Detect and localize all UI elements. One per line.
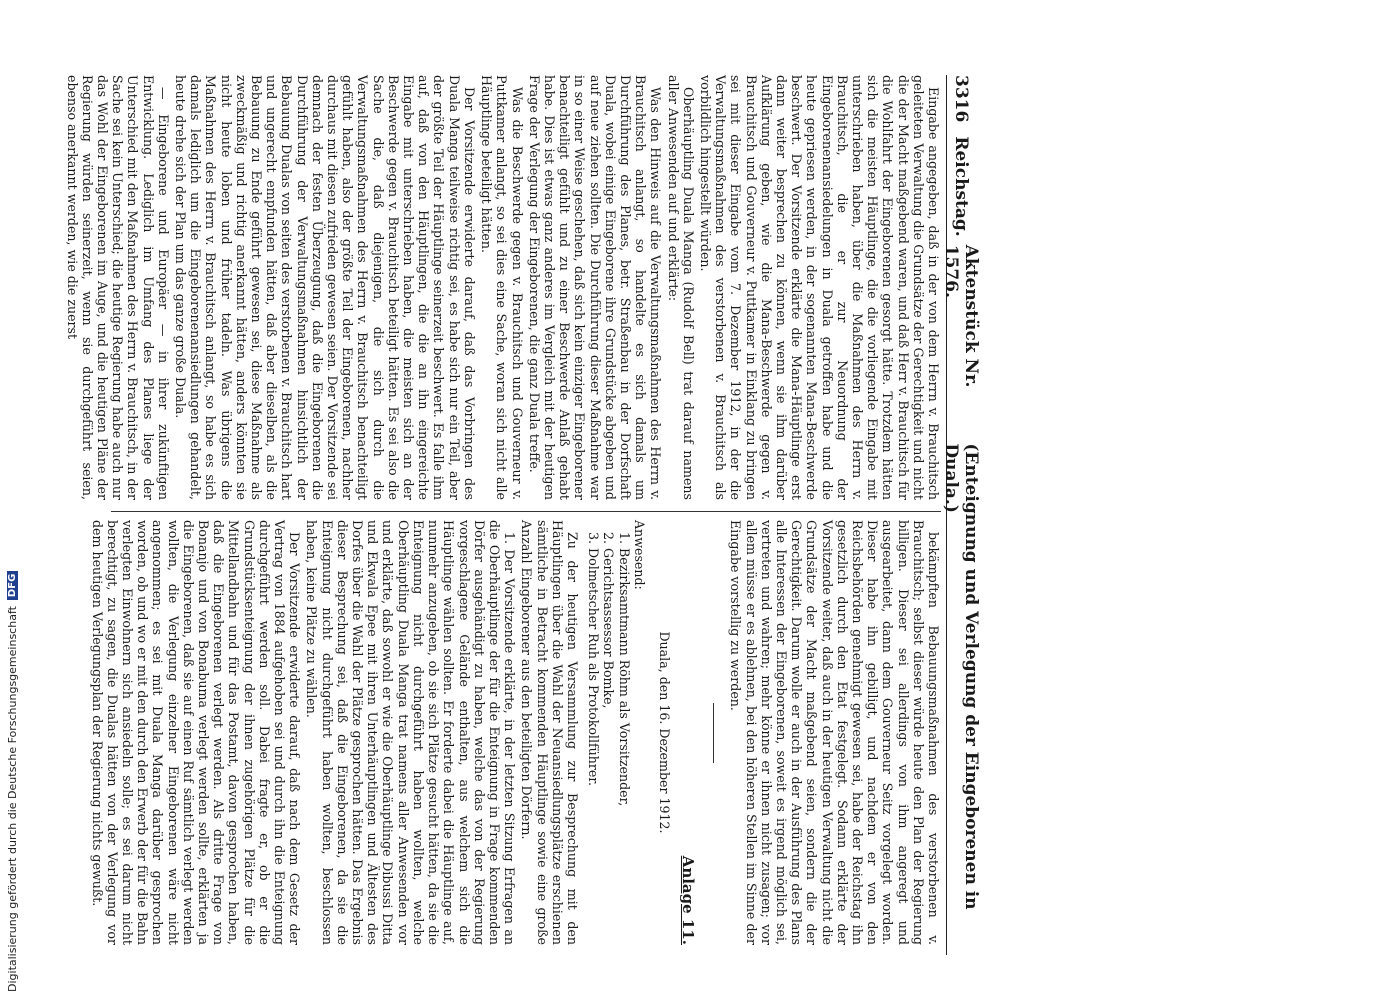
present-label: Anwesend: [631, 520, 647, 590]
annex-heading: Anlage 11. [679, 855, 698, 945]
page-header [941, 75, 981, 955]
scanned-page [64, 75, 981, 975]
attendee: 2. Gerichtsassessor Bomke, [601, 532, 617, 709]
attendee: 1. Bezirksamtmann Röhm als Vorsitzender, [616, 532, 632, 807]
header-document: Aktenstück Nr. 1576. [941, 244, 981, 388]
rotated-page-content [64, 75, 981, 965]
dfg-logo: DFG [7, 571, 18, 600]
paragraph: 1. Der Vorsitzende erklärte, in der letzten Sitzung Erfragen an die Oberhäuptlinge der für die Enteignung in Frage kommenden Dörfer ausgehändigt zu haben, welche das von der Regierung vorgeschlagene Gelände enthalten, aus welchem sich die Häuptlinge wählen sollten. Er forderte dabei die Häuptlinge auf, nunmehr anzugeben, ob sie sich Plätze gesucht hätten, da sie die Enteignung nicht durchgeführt haben wollten, welche Oberhäuptling Duala Manga trat namens aller Anwesenden vor und erklärte, daß sowohl er wie die Oberhäuptlinge Dibussi Ditta und Ekwala Epee mit ihren Unterhäuptlingen und Ältesten des Dorfes über die Wahl der Plätze gesprochen hätten. Das Ergebnis dieser Besprechung sei, daß die Eingeborenen, da sie die Enteignung nicht durchgeführt haben wollten, beschlossen haben, keine Plätze zu wählen. [304, 520, 518, 945]
paragraph: Der Vorsitzende erwiderte darauf, daß das Vorbringen des Duala Manga teilweise richtig sei, es habe sich nur ein Teil, aber der größte Teil der Häuptlinge seinerzeit beschwert. Es falle ihm auf, daß von den Häuptlingen, die die an ihn eingereichte Eingabe mit unterschrieben haben, die meisten sich an der Beschwerde gegen v. Brauchitsch beteiligt hätten. Es sei also die Sache die, daß diejenigen, die sich durch die Verwaltungsmaßnahmen des Herrn v. Brauchitsch benachteiligt gefühlt haben, also der größte Teil der Eingeborenen, nachher durchaus mit diesen zufrieden gewesen seien. Der Vorsitzende sei demnach der festen Überzeugung, daß die Eingeborenen die Durchführung der Verwaltungsmaßnahmen hinsichtlich der Bebauung Dualas von seiten des verstorbenen v. Brauchitsch hart und ungerecht empfunden hätten, daß aber dieselben, als die Bebauung zu Ende geführt gewesen sei, diese Maßnahme als zweckmäßig und richtig anerkannt hätten, anders könnten sie nicht heute loben und früher tadeln. Was übrigens die Maßnahmen des Herrn v. Brauchitsch anlangt, so habe es sich damals lediglich um die Eingeborenenansiedlungen gehandelt, heute drehe sich der Plan um das ganze große Duala. [173, 75, 477, 500]
paragraph: Zu der heutigen Versammlung zur Besprechung mit den Häuptlingen über die Wahl der Neuansiedlungsplätze erschienen sämtliche in Betracht kommenden Häuptlinge sowie eine große Anzahl Eingeborener aus den beteiligten Dörfern. [519, 520, 580, 945]
digitization-note [2, 573, 22, 996]
dateline: Duala, den 16. Dezember 1912. [656, 631, 672, 834]
section-rule [713, 703, 714, 763]
attendee-list [586, 520, 632, 945]
funding-note-text: Digitalisierung gefördert durch die Deutsche Forschungsgemeinschaft [5, 606, 19, 992]
paragraph: Was die Beschwerde gegen v. Brauchitsch und Gouverneur v. Puttkamer anlangt, so sei dies eine Sache, woran sich nicht alle Häuptlinge beteiligt hätten. [479, 75, 525, 500]
header-title: (Enteignung und Verlegung der Eingeborenen in Duala.) [941, 443, 981, 910]
header-source: Reichstag. [951, 136, 971, 237]
paragraph: — Eingeborene und Europäer — in ihrer zukünftigen Entwicklung. Lediglich im Umfang des Planes liege der Unterschied mit den Maßnahmen des Herrn v. Brauchitsch, in der Sache sei kein Unterschied; die heutige Regierung habe auch nur das Wohl der Eingeborenen im Auge, und die heutigen Pläne der Regierung würden seinerzeit, wenn sie durchgeführt seien, ebenso anerkannt werden, wie die zuerst [64, 75, 171, 500]
paragraph: Was den Hinweis auf die Verwaltungsmaßnahmen des Herrn v. Brauchitsch anlangt, so handelte es sich damals um Durchführung des Planes, betr. Straßenbau in der Dorfschaft Duala, wobei einige Eingeborene ihre Grundstücke abgeben und auf neue ziehen sollten. Die Durchführung dieser Maßnahme war in so einer Weise geschehen, daß sich kein einziger Eingeborener benachteiligt gefühlt und zu einer Beschwerde Anlaß gehabt habe. Dies ist etwas ganz anderes im Vergleich mit der heutigen Frage der Verlegung der Eingeborenen, die ganz Duala treffe. [526, 75, 664, 500]
left-column [64, 75, 941, 500]
paragraph: Oberhäuptling Duala Manga (Rudolf Bell) trat darauf namens aller Anwesenden auf und erklärte: [665, 75, 696, 500]
column-divider [111, 511, 941, 512]
page-number: 3316 [951, 75, 971, 123]
attendee: 3. Dolmetscher Ruh als Protokollführer. [586, 532, 602, 786]
right-column [89, 520, 941, 945]
paragraph: Der Vorsitzende erwiderte darauf, daß nach dem Gesetz der Vertrag von 1884 aufgehoben sei und durch ihn die Enteignung durchgeführt werden soll. Dabei fragte er, ob er die Grundstücksenteignung der ihnen zugehörigen Plätze für die Mittellandbahn und für das Postamt, davon gesprochen haben, daß die Eingeborenen verlegt werden. Als dritte Frage von Bonanjo und von Bonabuma verlegt werden sollte, erklärten ja die Eingeborenen, daß sie auf einen Ruf sämtlich verlegt werden wollten, die Verlegung einzelner Eingeborenen wäre nicht angenommen; es sei mit Duala Manga darüber gesprochen worden, ob und wo er mit den durch den Erwerb der für die Bahn verlegten Einwohnern sich ansiedeln solle; es sei darum nicht berechtigt, zu sagen, die Dualas hätten von der Verlegung vor dem heutigen Verlegungsplan der Regierung nichts gewußt. [89, 520, 303, 945]
paragraph: bekämpften Bebauungsmaßnahmen des verstorbenen v. Brauchitsch; selbst dieser würde heute den Plan der Regierung billigen. Dieser sei allerdings von ihm angeregt und ausgearbeitet, dann dem Gouverneur Seitz vorgelegt worden. Dieser habe ihn gebilligt, und nachdem er von den Reichsbehörden genehmigt gewesen sei, habe der Reichstag ihn gesetzlich durch den Etat festgelegt. Sodann erklärte der Vorsitzende weiter, daß auch in der heutigen Verwaltung nicht die Grundsätze der Macht maßgebend seien, sondern die der Gerechtigkeit. Darum wolle er auch in der Ausführung des Plans alle Interessen der Eingeborenen, soweit es irgend möglich sei, vertreten und wahren; mehr könne er ihnen nicht zusagen; vor allem müsse er es ablehnen, bei den höheren Stellen im Sinne der Eingabe vorstellig zu werden. [728, 520, 941, 945]
paragraph: Eingabe angegeben, daß in der von dem Herrn v. Brauchitsch geleiteten Verwaltung die Grundsätze der Gerechtigkeit und nicht die der Macht maßgebend waren, und daß Herr v. Brauchitsch für die Wohlfahrt der Eingeborenen gesorgt hätte. Trotzdem hätten sich die meisten Häuptlinge, die die vorliegende Eingabe mit unterschrieben haben, über die Maßnahmen des Herrn v. Brauchitsch, die er zur Neuordnung der Eingeborenenansiedelungen in Duala getroffen habe und die heute gepriesen werden, in der sogenannten Mana-Beschwerde beschwert. Der Vorsitzende erklärte die Mana-Häuptlinge erst dann weiter besprechen zu können, wenn sie ihm darüber Aufklärung geben, wie die Mana-Beschwerde gegen v. Brauchitsch und Gouverneur v. Puttkamer in Einklang zu bringen sei mit dieser Eingabe vom 7. Dezember 1912, in der die Verwaltungsmaßnahmen des verstorbenen v. Brauchitsch als vorbildlich hingestellt würden. [697, 75, 941, 500]
